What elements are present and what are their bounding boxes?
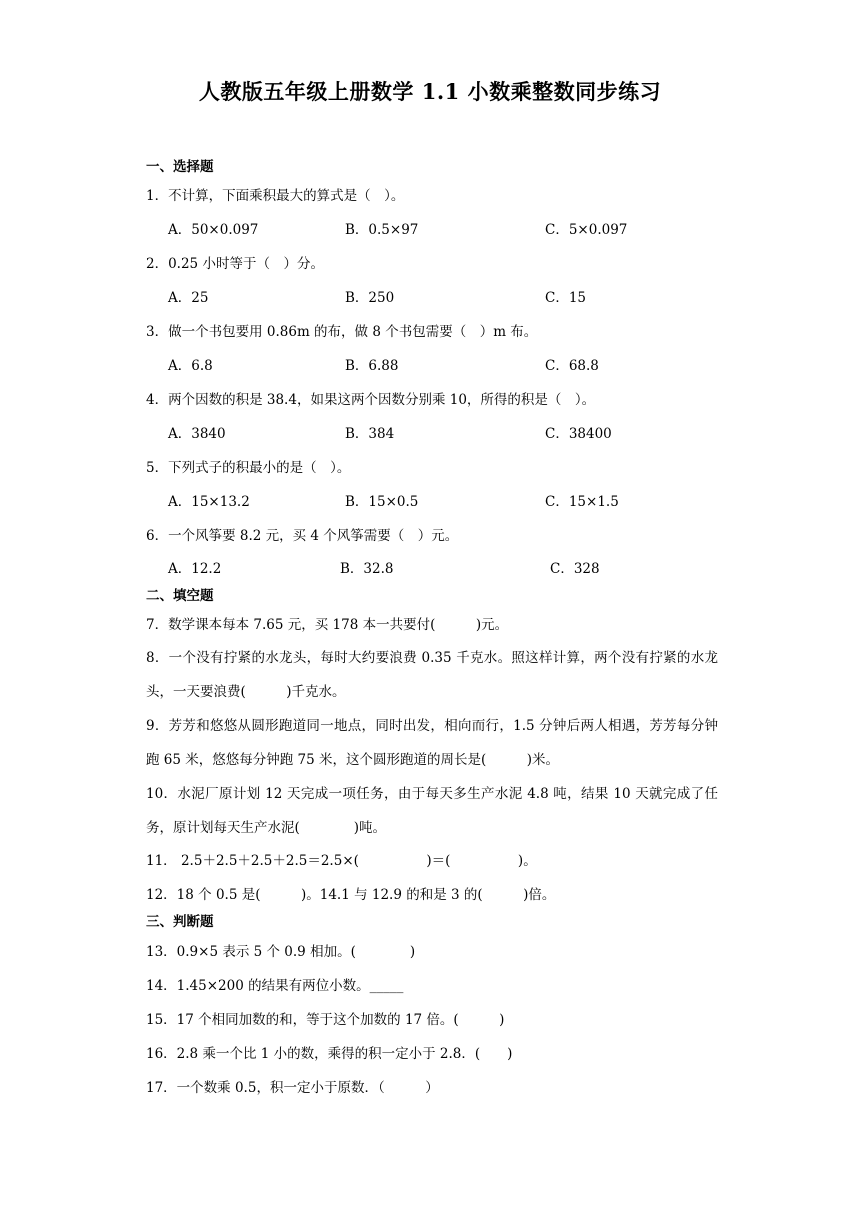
q5-option-a: A．15×13.2	[168, 494, 250, 510]
question-15: 15．17 个相同加数的和，等于这个加数的 17 倍。( )	[146, 1012, 505, 1028]
question-14: 14．1.45×200 的结果有两位小数。_____	[146, 978, 404, 994]
question-13: 13．0.9×5 表示 5 个 0.9 相加。( )	[146, 944, 416, 960]
question-2: 2．0.25 小时等于（ ）分。	[146, 256, 324, 272]
q1-option-c: C．5×0.097	[545, 222, 628, 238]
q3-option-a: A．6.8	[168, 358, 213, 374]
section-heading-fill: 二、填空题	[146, 588, 214, 604]
q1-option-a: A．50×0.097	[168, 222, 259, 238]
q4-option-c: C．38400	[545, 426, 612, 442]
q4-option-b: B．384	[345, 426, 395, 442]
question-11: 11． 2.5＋2.5＋2.5＋2.5＝2.5×( )＝( )。	[146, 853, 537, 869]
q4-option-a: A．3840	[168, 426, 226, 442]
question-16: 16．2.8 乘一个比 1 小的数，乘得的积一定小于 2.8．( )	[146, 1046, 513, 1062]
q5-option-b: B．15×0.5	[345, 494, 419, 510]
page-title: 人教版五年级上册数学 1.1 小数乘整数同步练习	[198, 79, 662, 104]
section-heading-choice: 一、选择题	[146, 159, 214, 175]
question-8: 8．一个没有拧紧的水龙头，每时大约要浪费 0.35 千克水。照这样计算，两个没有拧紧的水龙头，一天要浪费( )千克水。	[146, 650, 718, 700]
q6-option-c: C．328	[550, 561, 600, 577]
question-12: 12．18 个 0.5 是( )。14.1 与 12.9 的和是 3 的( )倍。	[146, 887, 556, 903]
question-1: 1．不计算，下面乘积最大的算式是（ ）。	[146, 188, 405, 204]
q3-option-c: C．68.8	[545, 358, 599, 374]
question-6: 6．一个风筝要 8.2 元，买 4 个风筝需要（ ）元。	[146, 528, 459, 544]
question-4: 4．两个因数的积是 38.4，如果这两个因数分别乘 10，所得的积是（ ）。	[146, 392, 596, 408]
section-heading-judge: 三、判断题	[146, 914, 214, 930]
q1-option-b: B．0.5×97	[345, 222, 419, 238]
question-17: 17．一个数乘 0.5，积一定小于原数．（ ）	[146, 1080, 439, 1096]
q6-option-a: A．12.2	[168, 561, 222, 577]
q6-option-b: B．32.8	[340, 561, 394, 577]
question-9: 9．芳芳和悠悠从圆形跑道同一地点，同时出发，相向而行，1.5 分钟后两人相遇，芳芳每分钟跑 65 米，悠悠每分钟跑 75 米，这个圆形跑道的周长是( )米。	[146, 718, 718, 768]
q2-option-b: B．250	[345, 290, 395, 306]
q3-option-b: B．6.88	[345, 358, 399, 374]
question-5: 5．下列式子的积最小的是（ ）。	[146, 460, 351, 476]
question-10: 10．水泥厂原计划 12 天完成一项任务，由于每天多生产水泥 4.8 吨，结果 10 天就完成了任务，原计划每天生产水泥( )吨。	[146, 786, 718, 836]
q5-option-c: C．15×1.5	[545, 494, 619, 510]
q2-option-a: A．25	[168, 290, 209, 306]
question-3: 3．做一个书包要用 0.86m 的布，做 8 个书包需要（ ）m 布。	[146, 324, 538, 340]
q2-option-c: C．15	[545, 290, 587, 306]
question-7: 7．数学课本每本 7.65 元，买 178 本一共要付( )元。	[146, 617, 509, 633]
